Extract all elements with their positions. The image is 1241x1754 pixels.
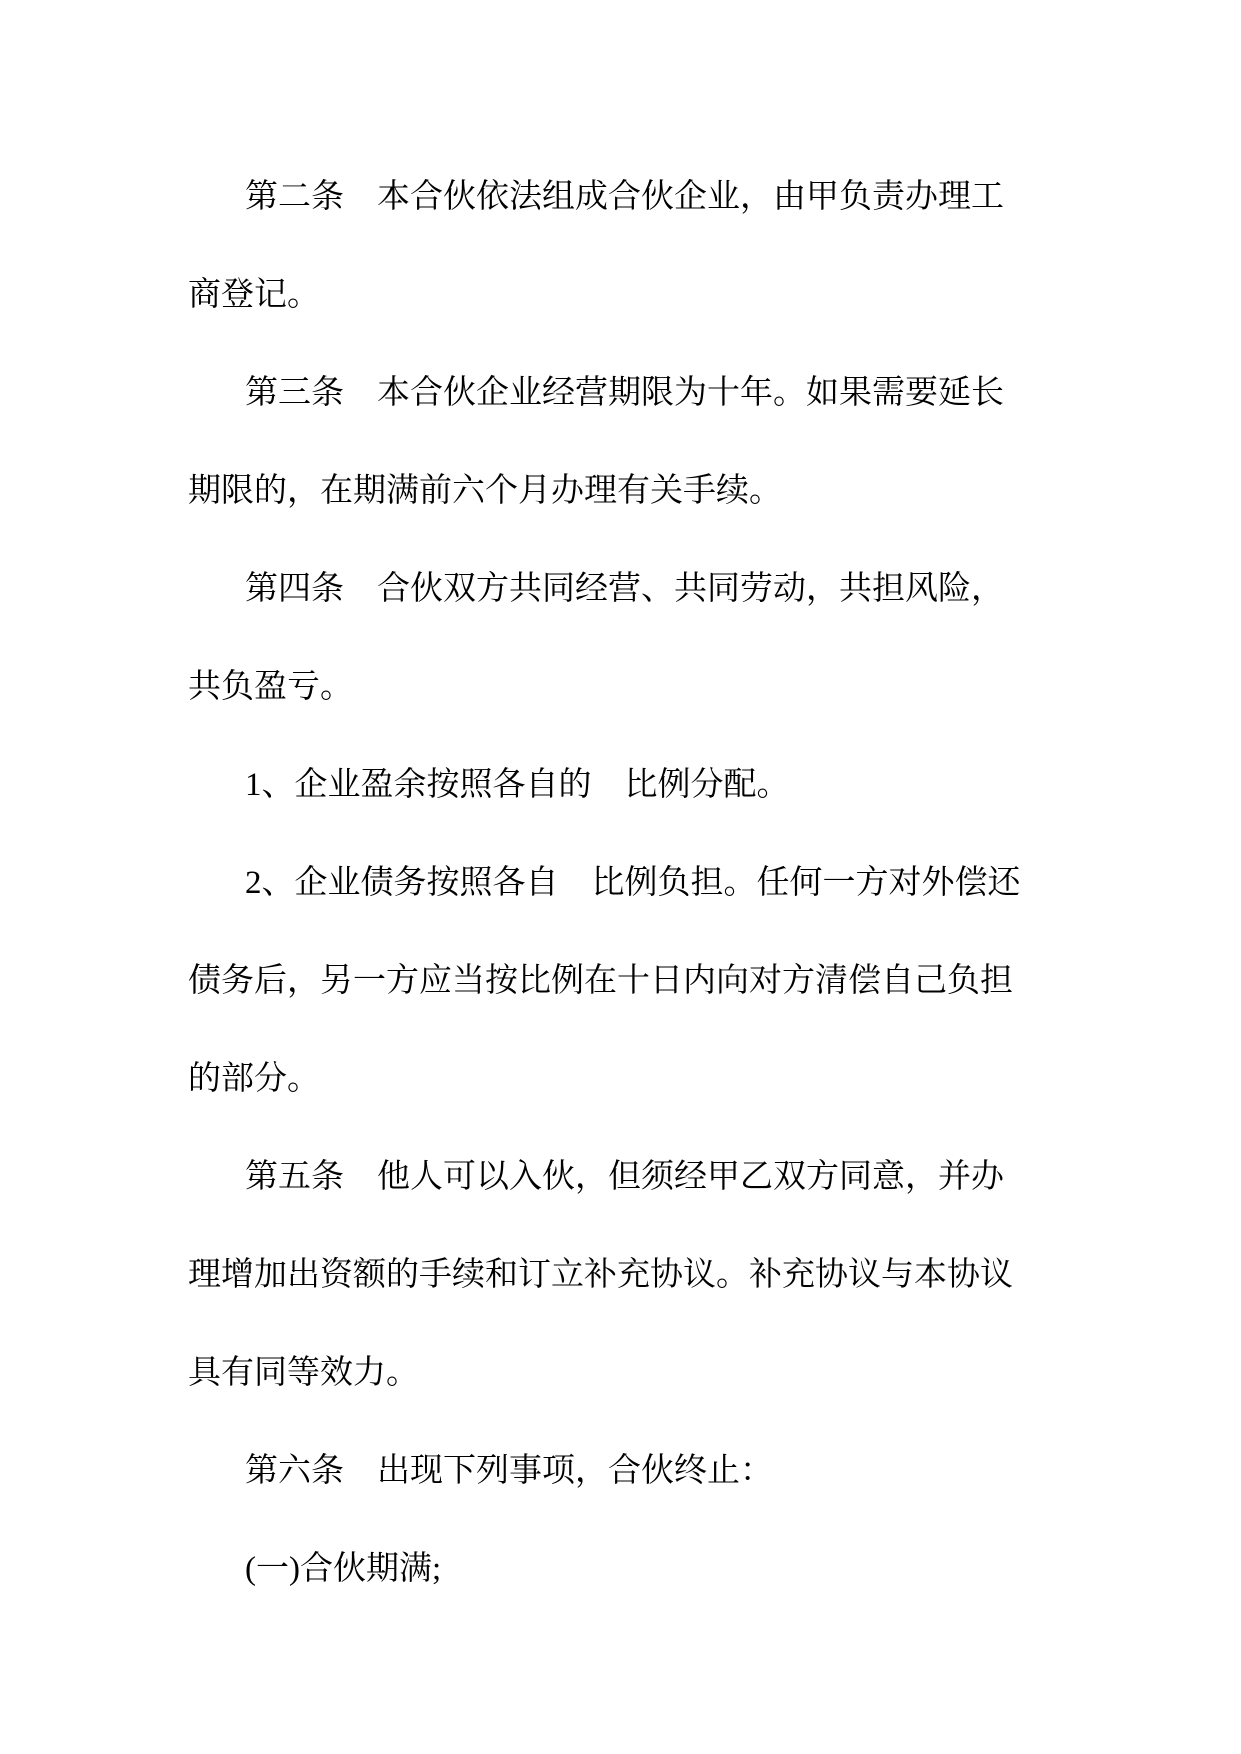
- text-line: 债务后，另一方应当按比例在十日内向对方清偿自己负担: [188, 963, 1013, 999]
- text-line: 的部分。: [188, 1061, 320, 1097]
- text-line: 共负盈亏。: [188, 669, 353, 705]
- text-line: 第二条 本合伙依法组成合伙企业，由甲负责办理工: [245, 179, 1004, 215]
- text-line: 第五条 他人可以入伙，但须经甲乙双方同意，并办: [245, 1159, 1004, 1195]
- text-line: 2、企业债务按照各自 比例负担。任何一方对外偿还: [245, 865, 1021, 901]
- document-body: [188, 148, 1028, 1618]
- text-line: 第六条 出现下列事项，合伙终止：: [245, 1453, 773, 1489]
- text-line: 具有同等效力。: [188, 1355, 419, 1391]
- text-line: 1、企业盈余按照各自的 比例分配。: [245, 767, 790, 803]
- text-line: 商登记。: [188, 277, 320, 313]
- text-line: 第四条 合伙双方共同经营、共同劳动，共担风险，: [245, 571, 1004, 607]
- text-line: 理增加出资额的手续和订立补充协议。补充协议与本协议: [188, 1257, 1013, 1293]
- text-line: 第三条 本合伙企业经营期限为十年。如果需要延长: [245, 375, 1004, 411]
- text-line: (一)合伙期满;: [245, 1551, 442, 1587]
- text-line: 期限的，在期满前六个月办理有关手续。: [188, 473, 782, 509]
